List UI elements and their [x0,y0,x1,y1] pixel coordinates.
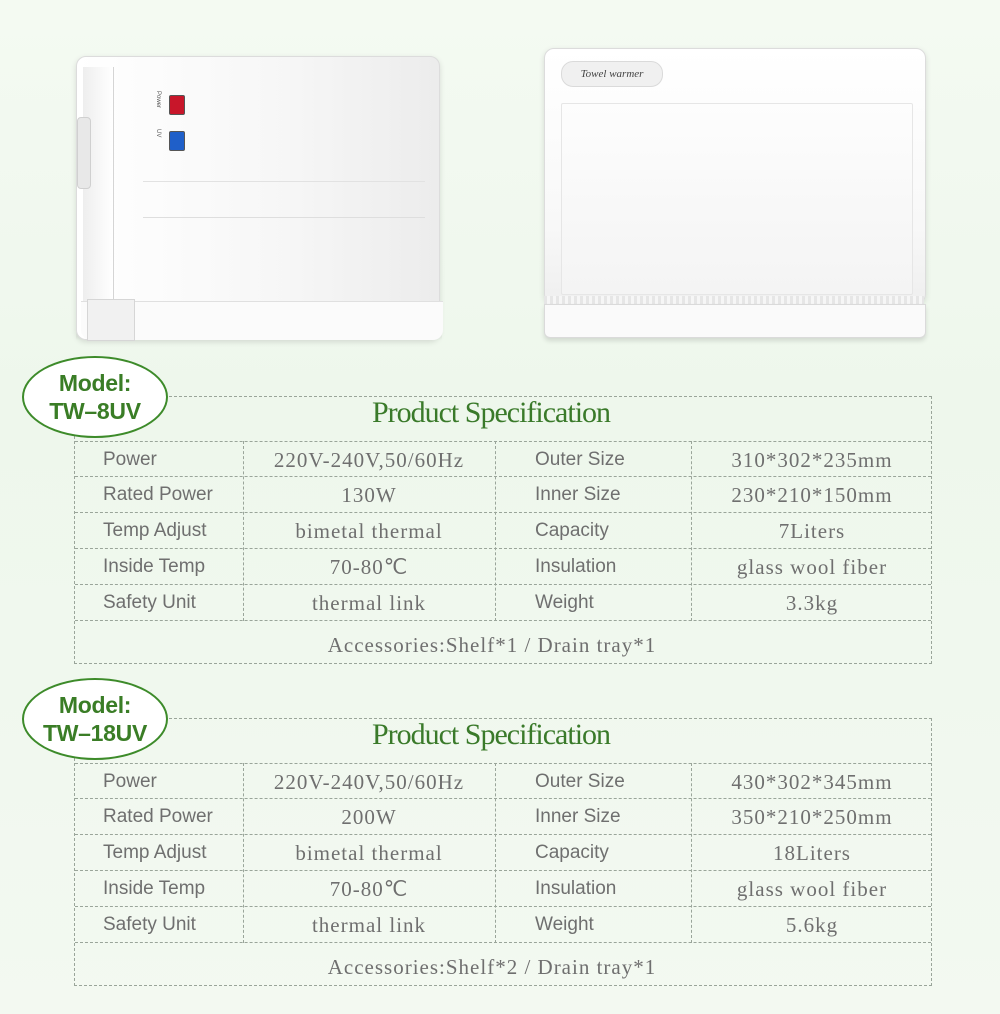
spec-value: 18Liters [773,840,851,865]
control-panel [143,71,425,182]
spec-value: glass wool fiber [736,876,888,901]
spec-label: Safety Unit [103,592,196,613]
spec-label: Capacity [535,842,609,863]
drain-tray [87,299,135,341]
spec-label: Temp Adjust [103,520,207,541]
spec-label: Weight [535,592,594,613]
column-divider [243,763,244,943]
spec-title: Product Specification [371,396,611,429]
column-divider [691,763,692,943]
panel-seam [143,217,425,218]
table-row [75,799,931,835]
spec-value: 350*210*250mm [731,804,893,829]
spec-label: Power [103,771,157,792]
accessories-text: Accessories:Shelf*2 / Drain tray*1 [327,955,657,979]
column-divider [691,441,692,621]
spec-label: Inside Temp [103,878,206,899]
spec-value: 220V-240V,50/60Hz [273,447,465,472]
model-number: TW–8UV [49,398,141,424]
spec-value: thermal link [311,590,427,615]
uv-switch-icon [169,131,185,151]
spec-label: Safety Unit [103,914,196,935]
table-row [75,763,931,799]
model-badge [22,356,168,438]
door-edge [83,67,114,319]
model-badge-label: Model: [58,692,132,718]
spec-label: Temp Adjust [103,842,207,863]
spec-label: Insulation [535,556,617,577]
column-divider [495,441,496,621]
power-switch-icon [169,95,185,115]
spec-label: Inner Size [535,806,621,827]
spec-label: Insulation [535,878,617,899]
table-row [75,549,931,585]
spec-value: glass wool fiber [736,554,888,579]
spec-label: Inside Temp [103,556,206,577]
power-switch-label: Power [155,91,161,109]
spec-value: 3.3kg [785,590,839,615]
spec-value: 130W [341,482,397,507]
spec-label: Rated Power [103,484,213,505]
spec-value: 430*302*345mm [731,769,893,794]
spec-label: Power [103,449,157,470]
spec-section-tw-8uv [74,396,930,664]
spec-value: 310*302*235mm [731,447,893,472]
cabinet-door [561,103,913,295]
spec-value: 70-80℃ [329,876,409,901]
table-row [75,513,931,549]
model-badge [22,678,168,760]
spec-label: Outer Size [535,449,625,470]
table-row [75,835,931,871]
product-front-view-image [542,46,926,342]
uv-switch-label: UV [155,129,161,138]
column-divider [495,763,496,943]
table-row [75,907,931,943]
table-row [75,477,931,513]
vent-grille [544,296,924,304]
spec-label: Outer Size [535,771,625,792]
model-number: TW–18UV [43,720,147,746]
spec-value: bimetal thermal [295,840,443,865]
spec-value: 7Liters [778,518,846,543]
spec-table [74,396,932,664]
spec-section-tw-18uv [74,718,930,986]
drain-tray [544,304,926,338]
spec-label: Rated Power [103,806,213,827]
spec-value: 200W [341,804,397,829]
model-badge-label: Model: [58,370,132,396]
table-row [75,441,931,477]
spec-title: Product Specification [371,718,611,751]
spec-value: thermal link [311,912,427,937]
spec-value: 220V-240V,50/60Hz [273,769,465,794]
spec-value: 230*210*150mm [731,482,893,507]
cabinet-body [544,48,926,304]
product-side-view-image [72,52,440,342]
spec-label: Capacity [535,520,609,541]
spec-table [74,718,932,986]
spec-value: bimetal thermal [295,518,443,543]
table-row [75,585,931,621]
spec-value: 5.6kg [785,912,839,937]
door-handle [77,117,91,189]
spec-value: 70-80℃ [329,554,409,579]
spec-label: Inner Size [535,484,621,505]
brand-label: Towel warmer [561,61,663,87]
spec-label: Weight [535,914,594,935]
table-row [75,871,931,907]
accessories-text: Accessories:Shelf*1 / Drain tray*1 [327,633,657,657]
column-divider [243,441,244,621]
cabinet-base [81,301,443,340]
cabinet-body [76,56,440,340]
